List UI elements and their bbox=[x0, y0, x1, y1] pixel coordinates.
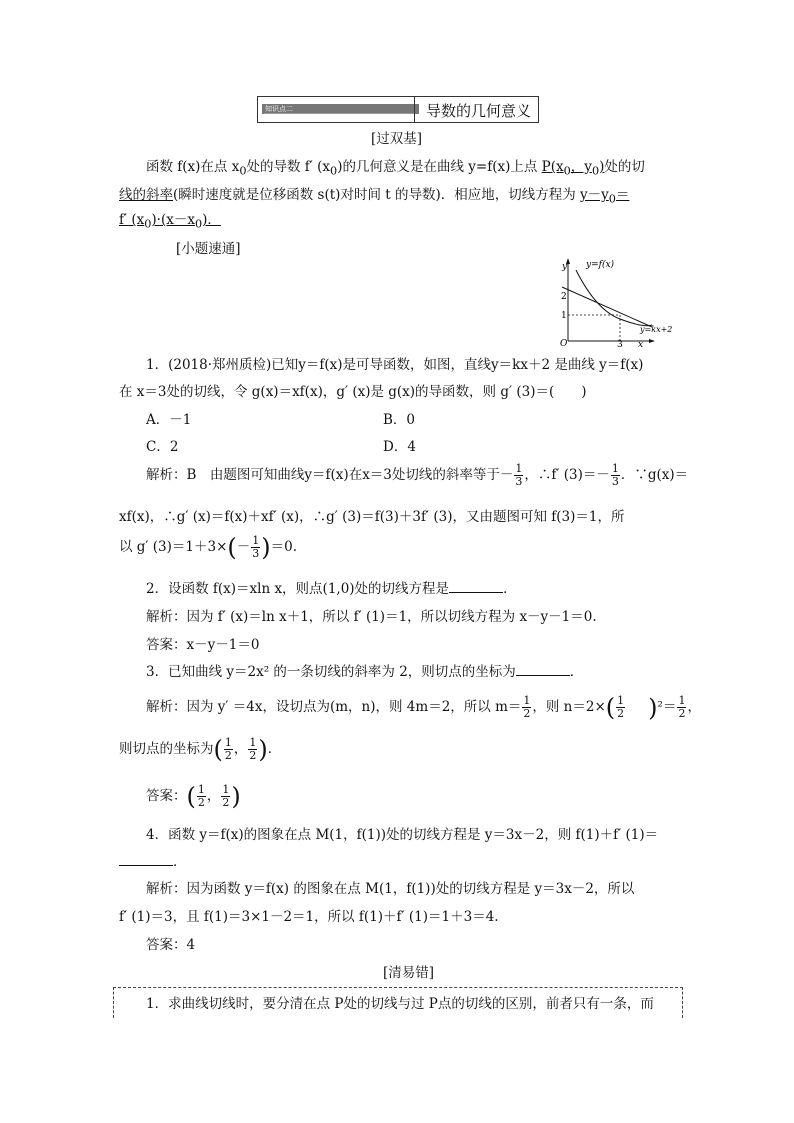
intro-line-2: 线的斜率(瞬时速度就是位移函数 s(t)对时间 t 的导数)．相应地，切线方程为 $y-y_0=$ bbox=[119, 187, 630, 206]
section-title: 导数的几何意义 bbox=[426, 102, 532, 120]
tag-underline bbox=[264, 113, 414, 114]
tick-3: 3 bbox=[617, 340, 623, 347]
q1-option-d: D．4 bbox=[383, 439, 416, 455]
q1-line-2: 在 x＝3处的切线，令 g(x)＝xf(x)，g′ (x)是 g(x)的导函数，则 g′ (3)＝( ) bbox=[119, 384, 587, 400]
q4-answer: 答案：4 bbox=[146, 937, 196, 953]
section-header bbox=[257, 96, 539, 123]
subsection-quick: [小题速通] bbox=[176, 241, 241, 257]
q4-line-1: 4．函数 y＝f(x)的图象在点 M(1，f(1))处的切线方程是 y＝3x－2，则 f(1)＋f′ (1)＝ bbox=[146, 827, 659, 843]
q2-answer-blank bbox=[449, 580, 503, 593]
tick-1: 1 bbox=[561, 311, 567, 321]
origin-label: O bbox=[560, 339, 568, 347]
q4-solution-1: 解析：因为函数 y＝f(x) 的图象在点 M(1，f(1))处的切线方程是 y＝3x－2，所以 bbox=[146, 881, 635, 897]
q3-solution-1: 解析：因为 y′ ＝4x，设切点为(m，n)，则 4m＝2，所以 m＝ $\frac{1}{2}$ ，则 n＝2×( $\frac{1}{2}$ )²＝ $\frac{1}{2}$ ， bbox=[146, 693, 701, 722]
q3-answer-blank bbox=[516, 663, 570, 676]
y-axis-label: y bbox=[562, 262, 568, 272]
header-divider bbox=[414, 97, 415, 122]
curve-label: y=f(x) bbox=[586, 260, 615, 270]
line-label: y=kx+2 bbox=[640, 325, 673, 334]
q3-answer: 答案：( $\frac{1}{2}$ ， $\frac{1}{2}$ ) bbox=[146, 782, 241, 811]
q1-option-a: A．－1 bbox=[146, 412, 192, 428]
tick-2: 2 bbox=[561, 292, 567, 302]
q1-solution-1: 解析：B 由题图可知曲线y＝f(x)在x＝3处切线的斜率等于－ $\frac{1}{3}$ ，∴f′ (3)＝－ $\frac{1}{3}$ ．∵g(x)＝ bbox=[146, 462, 689, 488]
q4-line-2: ． bbox=[119, 850, 187, 870]
q3-question: 3．已知曲线 y＝2x² 的一条切线的斜率为 2，则切点的坐标为 ． bbox=[146, 664, 584, 680]
tangent-graph bbox=[556, 255, 678, 347]
x-axis-label: x bbox=[638, 340, 644, 347]
x-axis-arrow bbox=[649, 339, 655, 343]
q2-answer: 答案：x－y－1＝0 bbox=[146, 637, 260, 653]
error-note-1: 1．求曲线切线时，要分清在点 P处的切线与过 P点的切线的区别，前者只有一条，而 bbox=[146, 996, 654, 1012]
q4-solution-2: f′ (1)＝3，且 f(1)＝3×1－2＝1，所以 f(1)＋f′ (1)＝1＋3＝4. bbox=[119, 909, 499, 925]
subsection-errors: [清易错] bbox=[383, 965, 435, 981]
q1-line-1: 1．(2018·郑州质检)已知y＝f(x)是可导函数，如图，直线y＝kx＋2 是曲线 y＝f(x) bbox=[146, 357, 644, 373]
q4-answer-blank bbox=[119, 853, 173, 866]
intro-line-3: f′ $(x_0)\cdot(x-x_0)$． bbox=[119, 212, 221, 231]
q1-solution-2: xf(x)，∴g′ (x)＝f(x)＋xf′ (x)，∴g′ (3)＝f(3)＋3f′ (3)，又由题图可知 f(3)＝1，所 bbox=[119, 509, 625, 525]
q1-solution-3: 以 g′ (3)＝1＋3×(－ $\frac{1}{3}$ )＝0. bbox=[119, 533, 298, 562]
q2-question: 2．设函数 f(x)＝xln x，则点(1,0)处的切线方程是 ． bbox=[146, 581, 517, 597]
q1-option-c: C．2 bbox=[146, 439, 179, 455]
section-tag: 知识点二 bbox=[262, 104, 419, 114]
subsection-basic: [过双基] bbox=[371, 131, 423, 147]
intro-line-1: 函数 f(x)在点 $x_0$处的导数 f′ $(x_0)$的几何意义是在曲线 y=f(x)上点 $P(x_0$，$y_0$)处的切 bbox=[146, 159, 645, 178]
tangent-line bbox=[562, 287, 652, 327]
q1-option-b: B．0 bbox=[383, 412, 416, 428]
q3-solution-2: 则切点的坐标为( $\frac{1}{2}$ ， $\frac{1}{2}$ )． bbox=[119, 735, 282, 764]
q2-solution: 解析：因为 f′ (x)＝ln x＋1，所以 f′ (1)＝1，所以切线方程为 x－y－1＝0. bbox=[146, 609, 597, 625]
